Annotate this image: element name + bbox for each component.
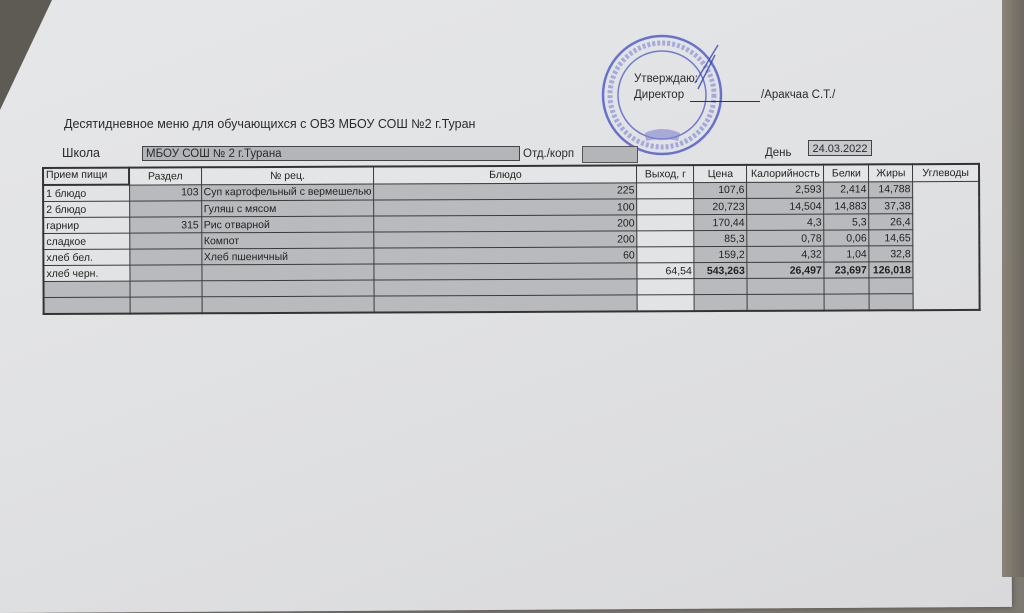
table-cell: 14,65 <box>869 230 913 246</box>
table-cell: 100 <box>374 199 637 216</box>
table-cell <box>374 295 637 313</box>
school-label: Школа <box>62 146 100 160</box>
table-cell: 0,78 <box>747 230 824 246</box>
table-cell: 315 <box>129 217 201 233</box>
table-cell <box>201 280 374 297</box>
table-cell: 543,263 <box>694 262 747 278</box>
table-cell: 170,44 <box>694 214 747 230</box>
column-header: Выход, г <box>637 165 694 182</box>
table-row <box>44 293 980 314</box>
table-cell: 64,54 <box>637 263 694 279</box>
table-cell: 103 <box>129 184 201 201</box>
table-cell: 1 блюдо <box>43 185 129 202</box>
table-cell <box>694 294 747 311</box>
table-cell <box>637 295 694 312</box>
table-cell <box>44 297 130 314</box>
table-cell: 0,06 <box>824 230 869 246</box>
table-cell: 200 <box>374 215 637 232</box>
table-cell <box>869 294 913 311</box>
table-cell: Суп картофельный с вермешелью <box>201 184 374 201</box>
day-field: 24.03.2022 <box>808 140 872 156</box>
document-title: Десятидневное меню для обучающихся с ОВЗ МБОУ СОШ №2 г.Туран <box>64 117 476 131</box>
column-header: Калорийность <box>747 165 824 182</box>
background-corner <box>0 0 52 110</box>
director-name: /Аракчаа С.Т./ <box>761 89 836 101</box>
background-edge <box>1002 0 1024 577</box>
table-cell <box>129 265 201 281</box>
table-cell: сладкое <box>43 233 129 249</box>
table-cell: 60 <box>374 247 637 264</box>
table-cell <box>869 278 913 294</box>
table-cell <box>824 294 869 311</box>
table-cell: 32,8 <box>869 246 913 262</box>
table-cell: 159,2 <box>694 246 747 262</box>
table-cell: 14,883 <box>824 198 869 214</box>
table-cell: Компот <box>201 232 374 249</box>
column-header: Раздел <box>129 167 201 184</box>
table-cell: 14,788 <box>869 181 913 198</box>
table-cell <box>637 182 694 199</box>
table-cell: 20,723 <box>694 198 747 214</box>
table-cell: гарнир <box>43 217 129 233</box>
table-cell: хлеб бел. <box>43 249 129 265</box>
table-cell: 1,04 <box>824 246 869 262</box>
signature-line <box>690 101 760 102</box>
table-cell <box>43 281 129 297</box>
table-cell: Рис отварной <box>201 216 374 233</box>
table-cell <box>637 215 694 231</box>
table-cell <box>129 201 201 217</box>
school-field: МБОУ СОШ № 2 г.Турана <box>142 146 520 161</box>
table-cell: 225 <box>374 182 637 200</box>
table-cell <box>824 278 869 294</box>
column-header: № рец. <box>201 167 374 185</box>
table-cell: 5,3 <box>824 214 869 230</box>
table-cell: Хлеб пшеничный <box>201 248 374 265</box>
table-cell: 2,593 <box>747 182 824 199</box>
column-header: Цена <box>694 165 747 182</box>
table-cell <box>747 294 824 311</box>
table-cell <box>202 296 375 313</box>
table-cell <box>374 263 637 280</box>
table-cell: 37,38 <box>869 198 913 214</box>
table-cell: хлеб черн. <box>43 265 129 281</box>
table-cell <box>129 281 201 297</box>
table-cell <box>201 264 374 281</box>
table-cell: 200 <box>374 231 637 248</box>
table-cell <box>129 233 201 249</box>
table-cell <box>637 247 694 263</box>
column-header: Блюдо <box>374 165 637 183</box>
table-cell: 126,018 <box>869 262 913 278</box>
table-cell <box>637 199 694 215</box>
table-cell: 26,4 <box>869 214 913 230</box>
menu-table <box>42 163 980 315</box>
director-label: Директор <box>634 89 685 101</box>
column-header: Углеводы <box>913 164 979 181</box>
meal-label: Прием пищи <box>43 168 129 185</box>
table-cell <box>374 279 637 296</box>
table-cell: Гуляш с мясом <box>201 200 374 217</box>
column-header: Жиры <box>869 164 913 181</box>
day-label: День <box>765 147 792 159</box>
table-cell: 14,504 <box>747 198 824 214</box>
table-cell <box>130 297 202 314</box>
table-cell <box>129 249 201 265</box>
table-cell <box>694 278 747 294</box>
table-cell: 2,414 <box>824 181 869 198</box>
table-cell <box>637 231 694 247</box>
table-cell: 2 блюдо <box>43 201 129 217</box>
dept-field <box>582 146 638 163</box>
table-cell <box>747 278 824 294</box>
table-cell: 107,6 <box>694 182 747 199</box>
column-header: Белки <box>824 164 869 181</box>
approval-label: Утверждаю: <box>634 73 698 85</box>
table-cell <box>637 279 694 295</box>
table-cell: 26,497 <box>747 262 824 278</box>
dept-label: Отд./корп <box>523 148 575 160</box>
table-cell: 85,3 <box>694 230 747 246</box>
table-cell: 4,3 <box>747 214 824 230</box>
table-cell: 23,697 <box>824 262 869 278</box>
table-cell: 4,32 <box>747 246 824 262</box>
